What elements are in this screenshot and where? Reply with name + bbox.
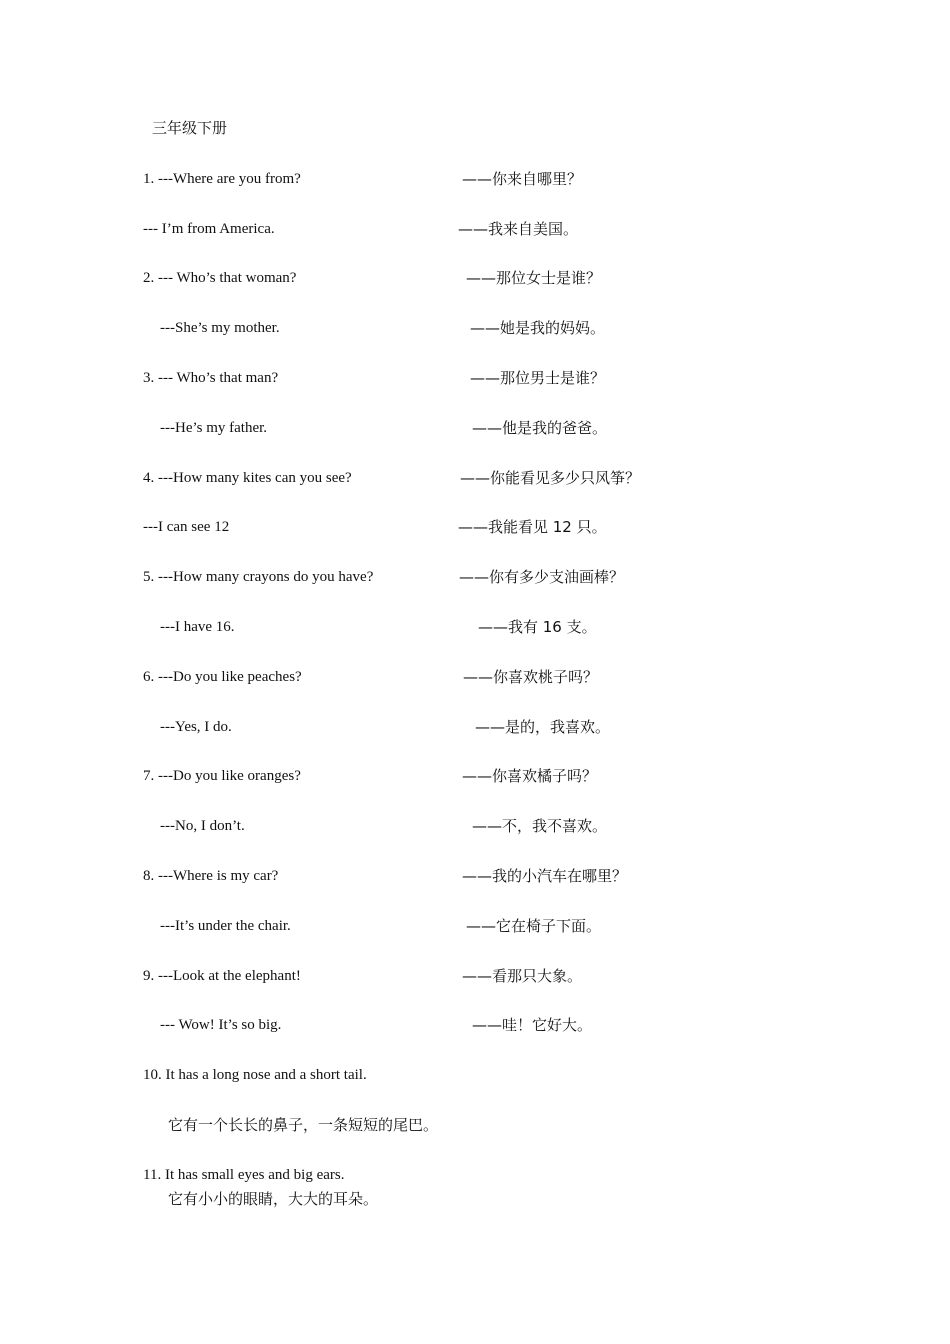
item-5-question-cn: ——你有多少支油画棒？ [459,568,625,586]
item-3-question-en: 3. --- Who’s that man? [143,370,279,386]
item-9-question-cn: ——看那只大象。 [462,967,583,985]
item-6-answer-en: ---Yes, I do. [160,719,232,735]
item-5-answer-en: ---I have 16. [160,619,235,635]
item-8-answer-en: ---It’s under the chair. [160,918,291,934]
item-9-question-en: 9. ---Look at the elephant! [143,968,301,984]
item-10-en: 10. It has a long nose and a short tail. [143,1067,367,1083]
item-8-answer-cn: ——它在椅子下面。 [466,917,602,935]
item-3-question-cn: ——那位男士是谁？ [470,369,606,387]
item-8-question-en: 8. ---Where is my car? [143,868,279,884]
item-3-answer-en: ---He’s my father. [160,420,268,436]
item-4-question-cn: ——你能看见多少只风筝？ [460,469,641,487]
item-6-question-cn: ——你喜欢桃子吗？ [463,668,599,686]
item-7-answer-cn: ——不，我不喜欢。 [472,817,608,835]
item-2-answer-en: ---She’s my mother. [160,320,280,336]
item-5-answer-cn: ——我有 16 支。 [478,618,597,636]
item-7-question-cn: ——你喜欢橘子吗？ [462,767,598,785]
item-9-answer-en: --- Wow! It’s so big. [160,1017,282,1033]
item-4-question-en: 4. ---How many kites can you see? [143,470,352,486]
item-2-question-cn: ——那位女士是谁？ [466,269,602,287]
item-9-answer-cn: ——哇！它好大。 [472,1016,593,1034]
item-4-answer-en: ---I can see 12 [143,519,230,535]
item-6-answer-cn: ——是的，我喜欢。 [475,718,611,736]
item-10-cn: 它有一个长长的鼻子，一条短短的尾巴。 [168,1116,439,1134]
item-7-question-en: 7. ---Do you like oranges? [143,768,301,784]
item-5-question-en: 5. ---How many crayons do you have? [143,569,374,585]
item-11-en: 11. It has small eyes and big ears. [143,1167,345,1183]
item-8-question-cn: ——我的小汽车在哪里？ [462,867,628,885]
item-1-question-en: 1. ---Where are you from? [143,171,301,187]
item-2-question-en: 2. --- Who’s that woman? [143,270,297,286]
item-1-answer-en: --- I’m from America. [143,221,275,237]
item-4-answer-cn: ——我能看见 12 只。 [458,518,607,536]
item-7-answer-en: ---No, I don’t. [160,818,245,834]
item-3-answer-cn: ——他是我的爸爸。 [472,419,608,437]
item-6-question-en: 6. ---Do you like peaches? [143,669,302,685]
item-2-answer-cn: ——她是我的妈妈。 [470,319,606,337]
item-11-cn: 它有小小的眼睛，大大的耳朵。 [168,1190,379,1208]
item-1-answer-cn: ——我来自美国。 [458,220,579,238]
item-1-question-cn: ——你来自哪里？ [462,170,583,188]
page-title: 三年级下册 [152,119,228,137]
